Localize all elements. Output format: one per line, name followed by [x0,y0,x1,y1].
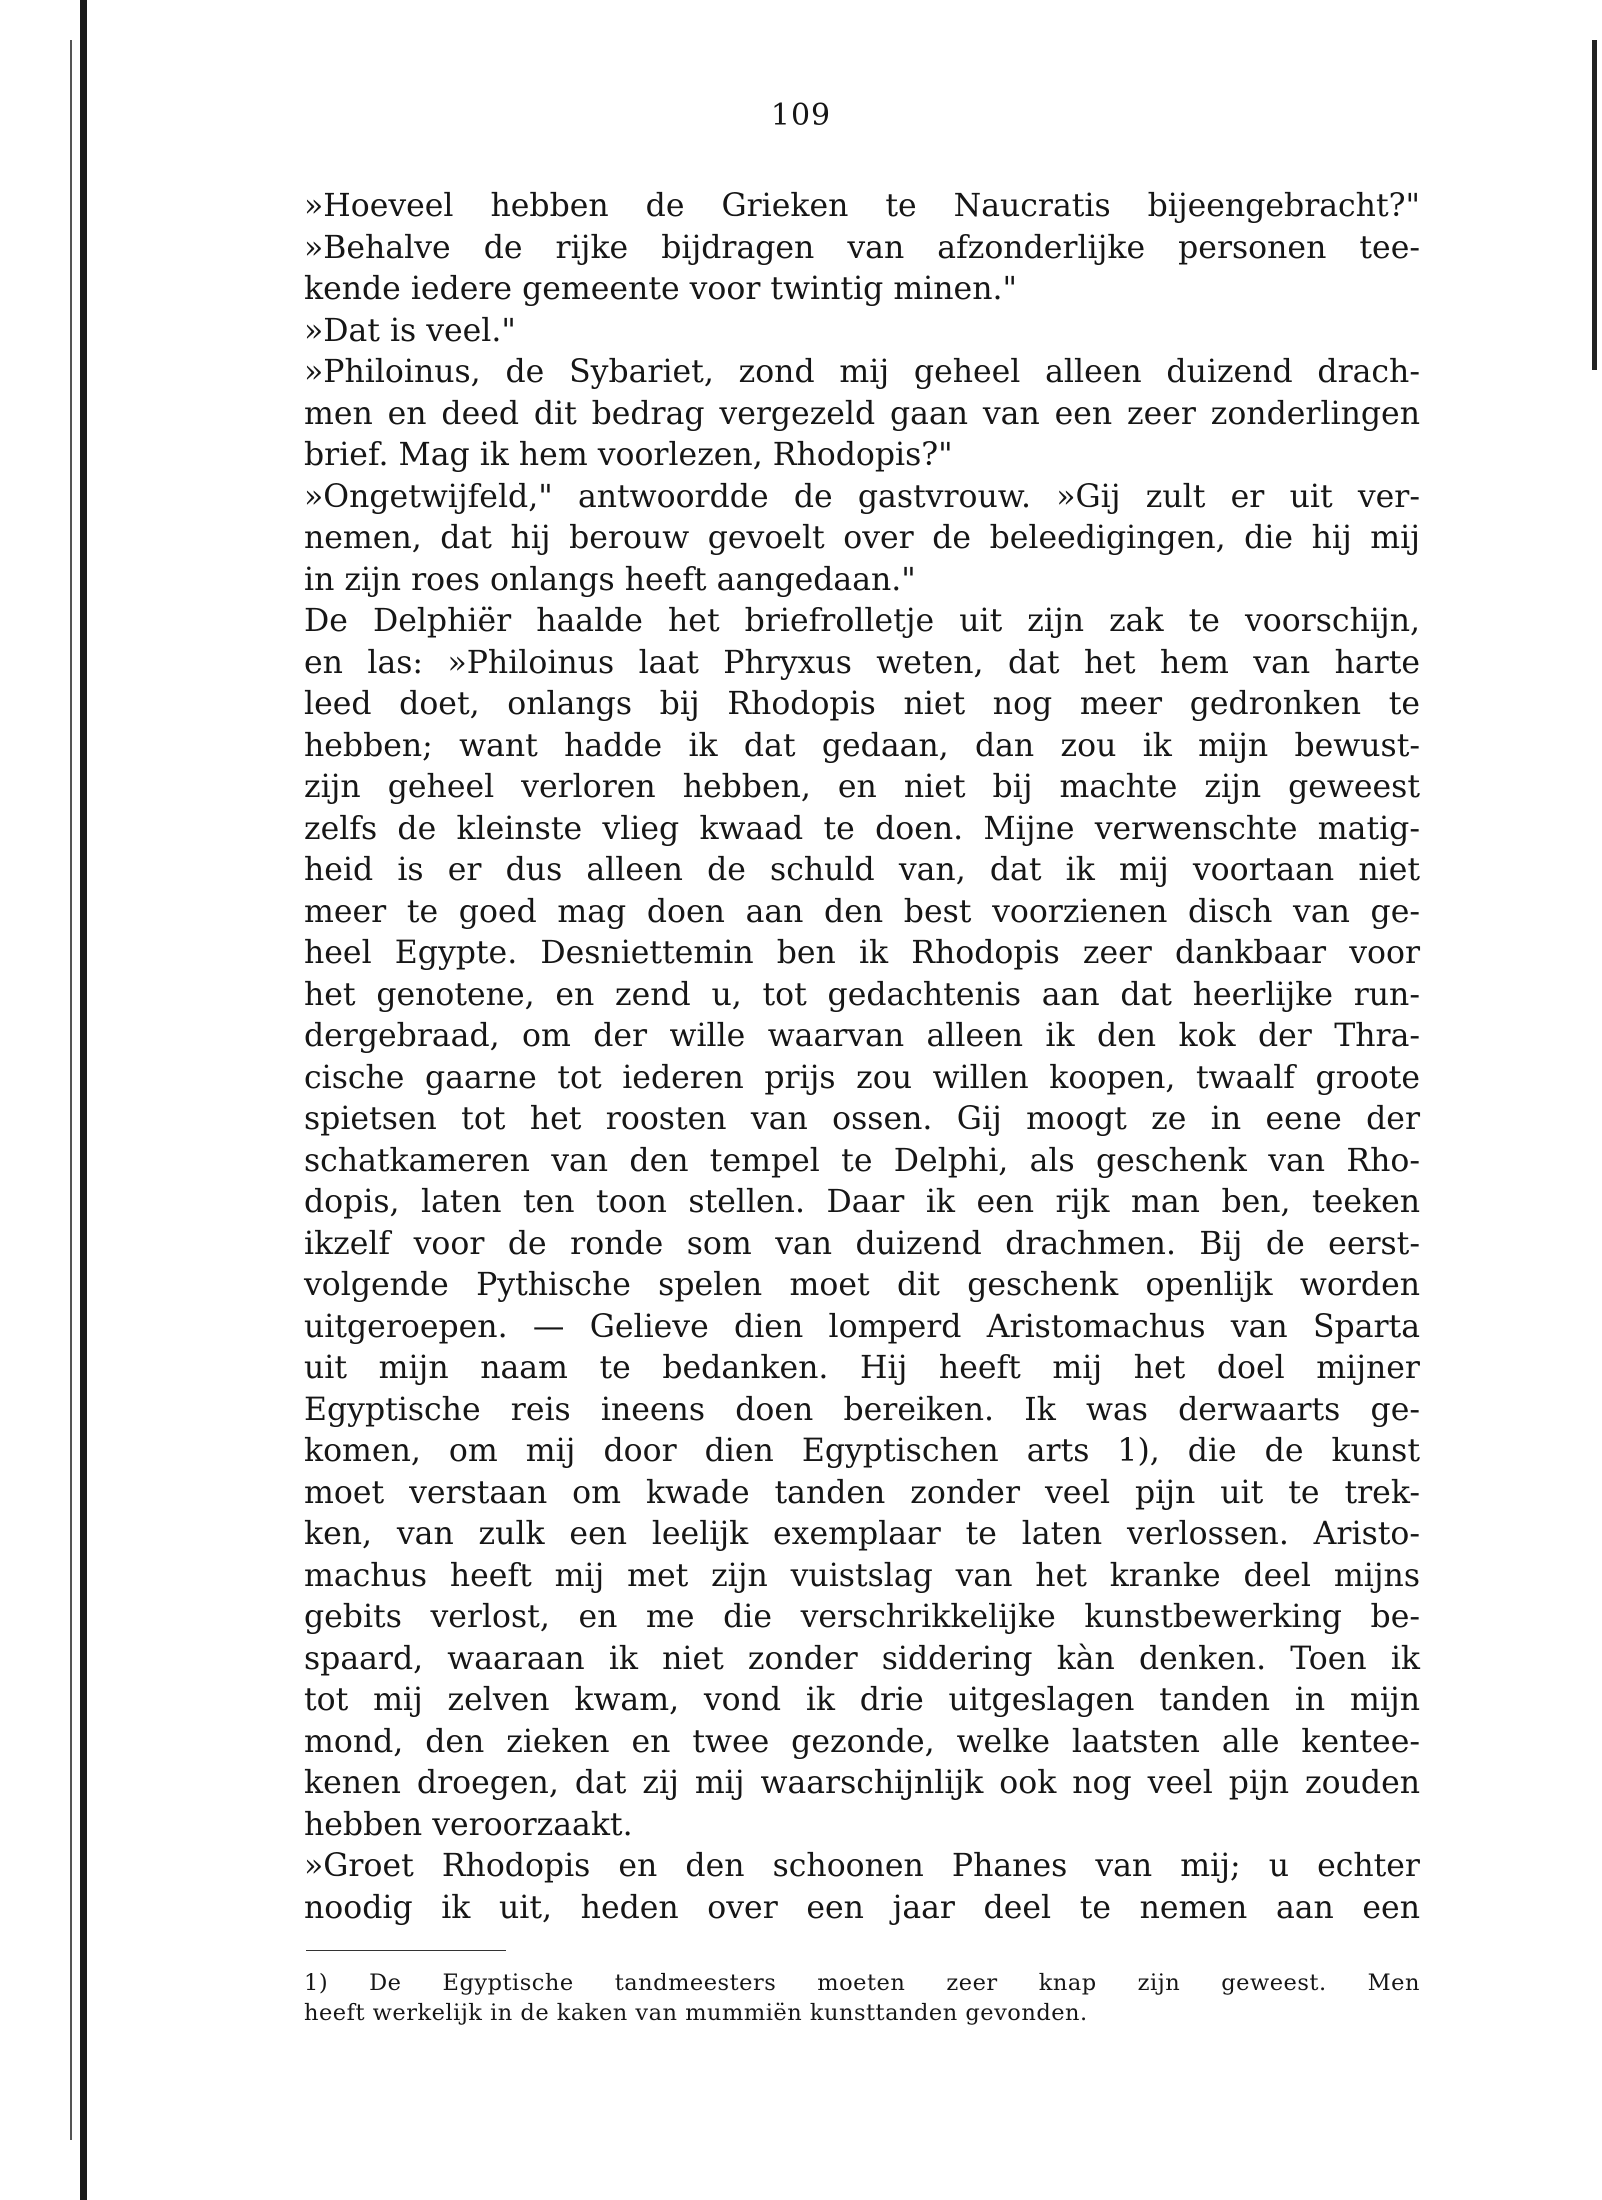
text-line: Egyptische reis ineens doen bereiken. Ik was derwaarts ge- [304,1391,1420,1428]
text-line: meer te goed mag doen aan den best voorzienen disch van ge- [304,893,1420,930]
footnote-line: heeft werkelijk in de kaken van mummiën kunsttanden gevonden. [304,2000,1088,2026]
text-line: dergebraad, om der wille waarvan alleen ik den kok der Thra- [304,1018,1420,1054]
text-line: »Ongetwijfeld," antwoordde de gastvrouw. »Gij zult er uit ver- [304,478,1420,515]
footnotes [304,1968,1420,2028]
text-line: volgende Pythische spelen moet dit geschenk openlijk worden [304,1267,1420,1303]
text-line: »Groet Rhodopis en den schoonen Phanes van mij; u echter [304,1848,1420,1884]
text-line: leed doet, onlangs bij Rhodopis niet nog meer gedronken te [304,686,1420,722]
text-line: uitgeroepen. — Gelieve dien lomperd Aristomachus van Sparta [304,1308,1420,1345]
footnote-line: 1) De Egyptische tandmeesters moeten zeer knap zijn geweest. Men [304,1970,1420,1996]
text-line: moet verstaan om kwade tanden zonder veel pijn uit te trek- [304,1474,1420,1511]
text-line: »Behalve de rijke bijdragen van afzonderlijke personen tee- [304,229,1420,266]
text-line: spaard, waaraan ik niet zonder siddering kàn denken. Toen ik [304,1640,1420,1677]
text-line: kenen droegen, dat zij mij waarschijnlijk ook nog veel pijn zouden [304,1765,1420,1801]
text-line: spietsen tot het roosten van ossen. Gij moogt ze in eene der [304,1101,1420,1137]
text-line: nemen, dat hij berouw gevoelt over de beleedigingen, die hij mij [304,520,1420,556]
body-text [304,186,1420,1929]
text-line: heel Egypte. Desniettemin ben ik Rhodopis zeer dankbaar voor [304,935,1420,971]
text-line: noodig ik uit, heden over een jaar deel te nemen aan een [304,1889,1420,1926]
text-line: tot mij zelven kwam, vond ik drie uitgeslagen tanden in mijn [304,1682,1420,1718]
text-line: heid is er dus alleen de schuld van, dat ik mij voortaan niet [304,852,1420,888]
text-line: cische gaarne tot iederen prijs zou willen koopen, twaalf groote [304,1059,1420,1096]
text-line: en las: »Philoinus laat Phryxus weten, dat het hem van harte [304,644,1420,681]
binding-edge-right [1592,40,1597,370]
text-line: machus heeft mij met zijn vuistslag van het kranke deel mijns [304,1557,1420,1594]
text-line: kende iedere gemeente voor twintig minen." [304,271,1017,307]
text-line: hebben; want hadde ik dat gedaan, dan zou ik mijn bewust- [304,727,1420,764]
text-line: in zijn roes onlangs heeft aangedaan." [304,561,916,598]
text-line: De Delphiër haalde het briefrolletje uit zijn zak te voorschijn, [304,603,1420,639]
footnote-rule [306,1950,506,1951]
text-line: zelfs de kleinste vlieg kwaad te doen. Mijne verwenschte matig- [304,810,1420,847]
text-line: »Philoinus, de Sybariet, zond mij geheel alleen duizend drach- [304,354,1420,390]
text-line: hebben veroorzaakt. [304,1806,633,1843]
text-line: »Dat is veel." [304,312,516,349]
binding-edge-left [80,0,87,2200]
text-line: ken, van zulk een leelijk exemplaar te laten verlossen. Aristo- [304,1516,1420,1552]
text-line: gebits verlost, en me die verschrikkelijke kunstbewerking be- [304,1599,1420,1635]
binding-shadow [70,40,72,2140]
text-line: brief. Mag ik hem voorlezen, Rhodopis?" [304,437,953,473]
text-line: het genotene, en zend u, tot gedachtenis aan dat heerlijke run- [304,976,1420,1013]
text-line: uit mijn naam te bedanken. Hij heeft mij het doel mijner [304,1350,1420,1386]
text-line: mond, den zieken en twee gezonde, welke laatsten alle kentee- [304,1723,1420,1760]
text-line: komen, om mij door dien Egyptischen arts 1), die de kunst [304,1433,1420,1469]
text-line: zijn geheel verloren hebben, en niet bij machte zijn geweest [304,769,1420,805]
text-line: men en deed dit bedrag vergezeld gaan van een zeer zonderlingen [304,395,1420,432]
text-line: »Hoeveel hebben de Grieken te Naucratis bijeengebracht?" [304,188,1420,224]
page-number: 109 [770,98,832,133]
text-line: dopis, laten ten toon stellen. Daar ik een rijk man ben, teeken [304,1184,1420,1220]
text-line: schatkameren van den tempel te Delphi, als geschenk van Rho- [304,1142,1420,1179]
text-line: ikzelf voor de ronde som van duizend drachmen. Bij de eerst- [304,1225,1420,1262]
